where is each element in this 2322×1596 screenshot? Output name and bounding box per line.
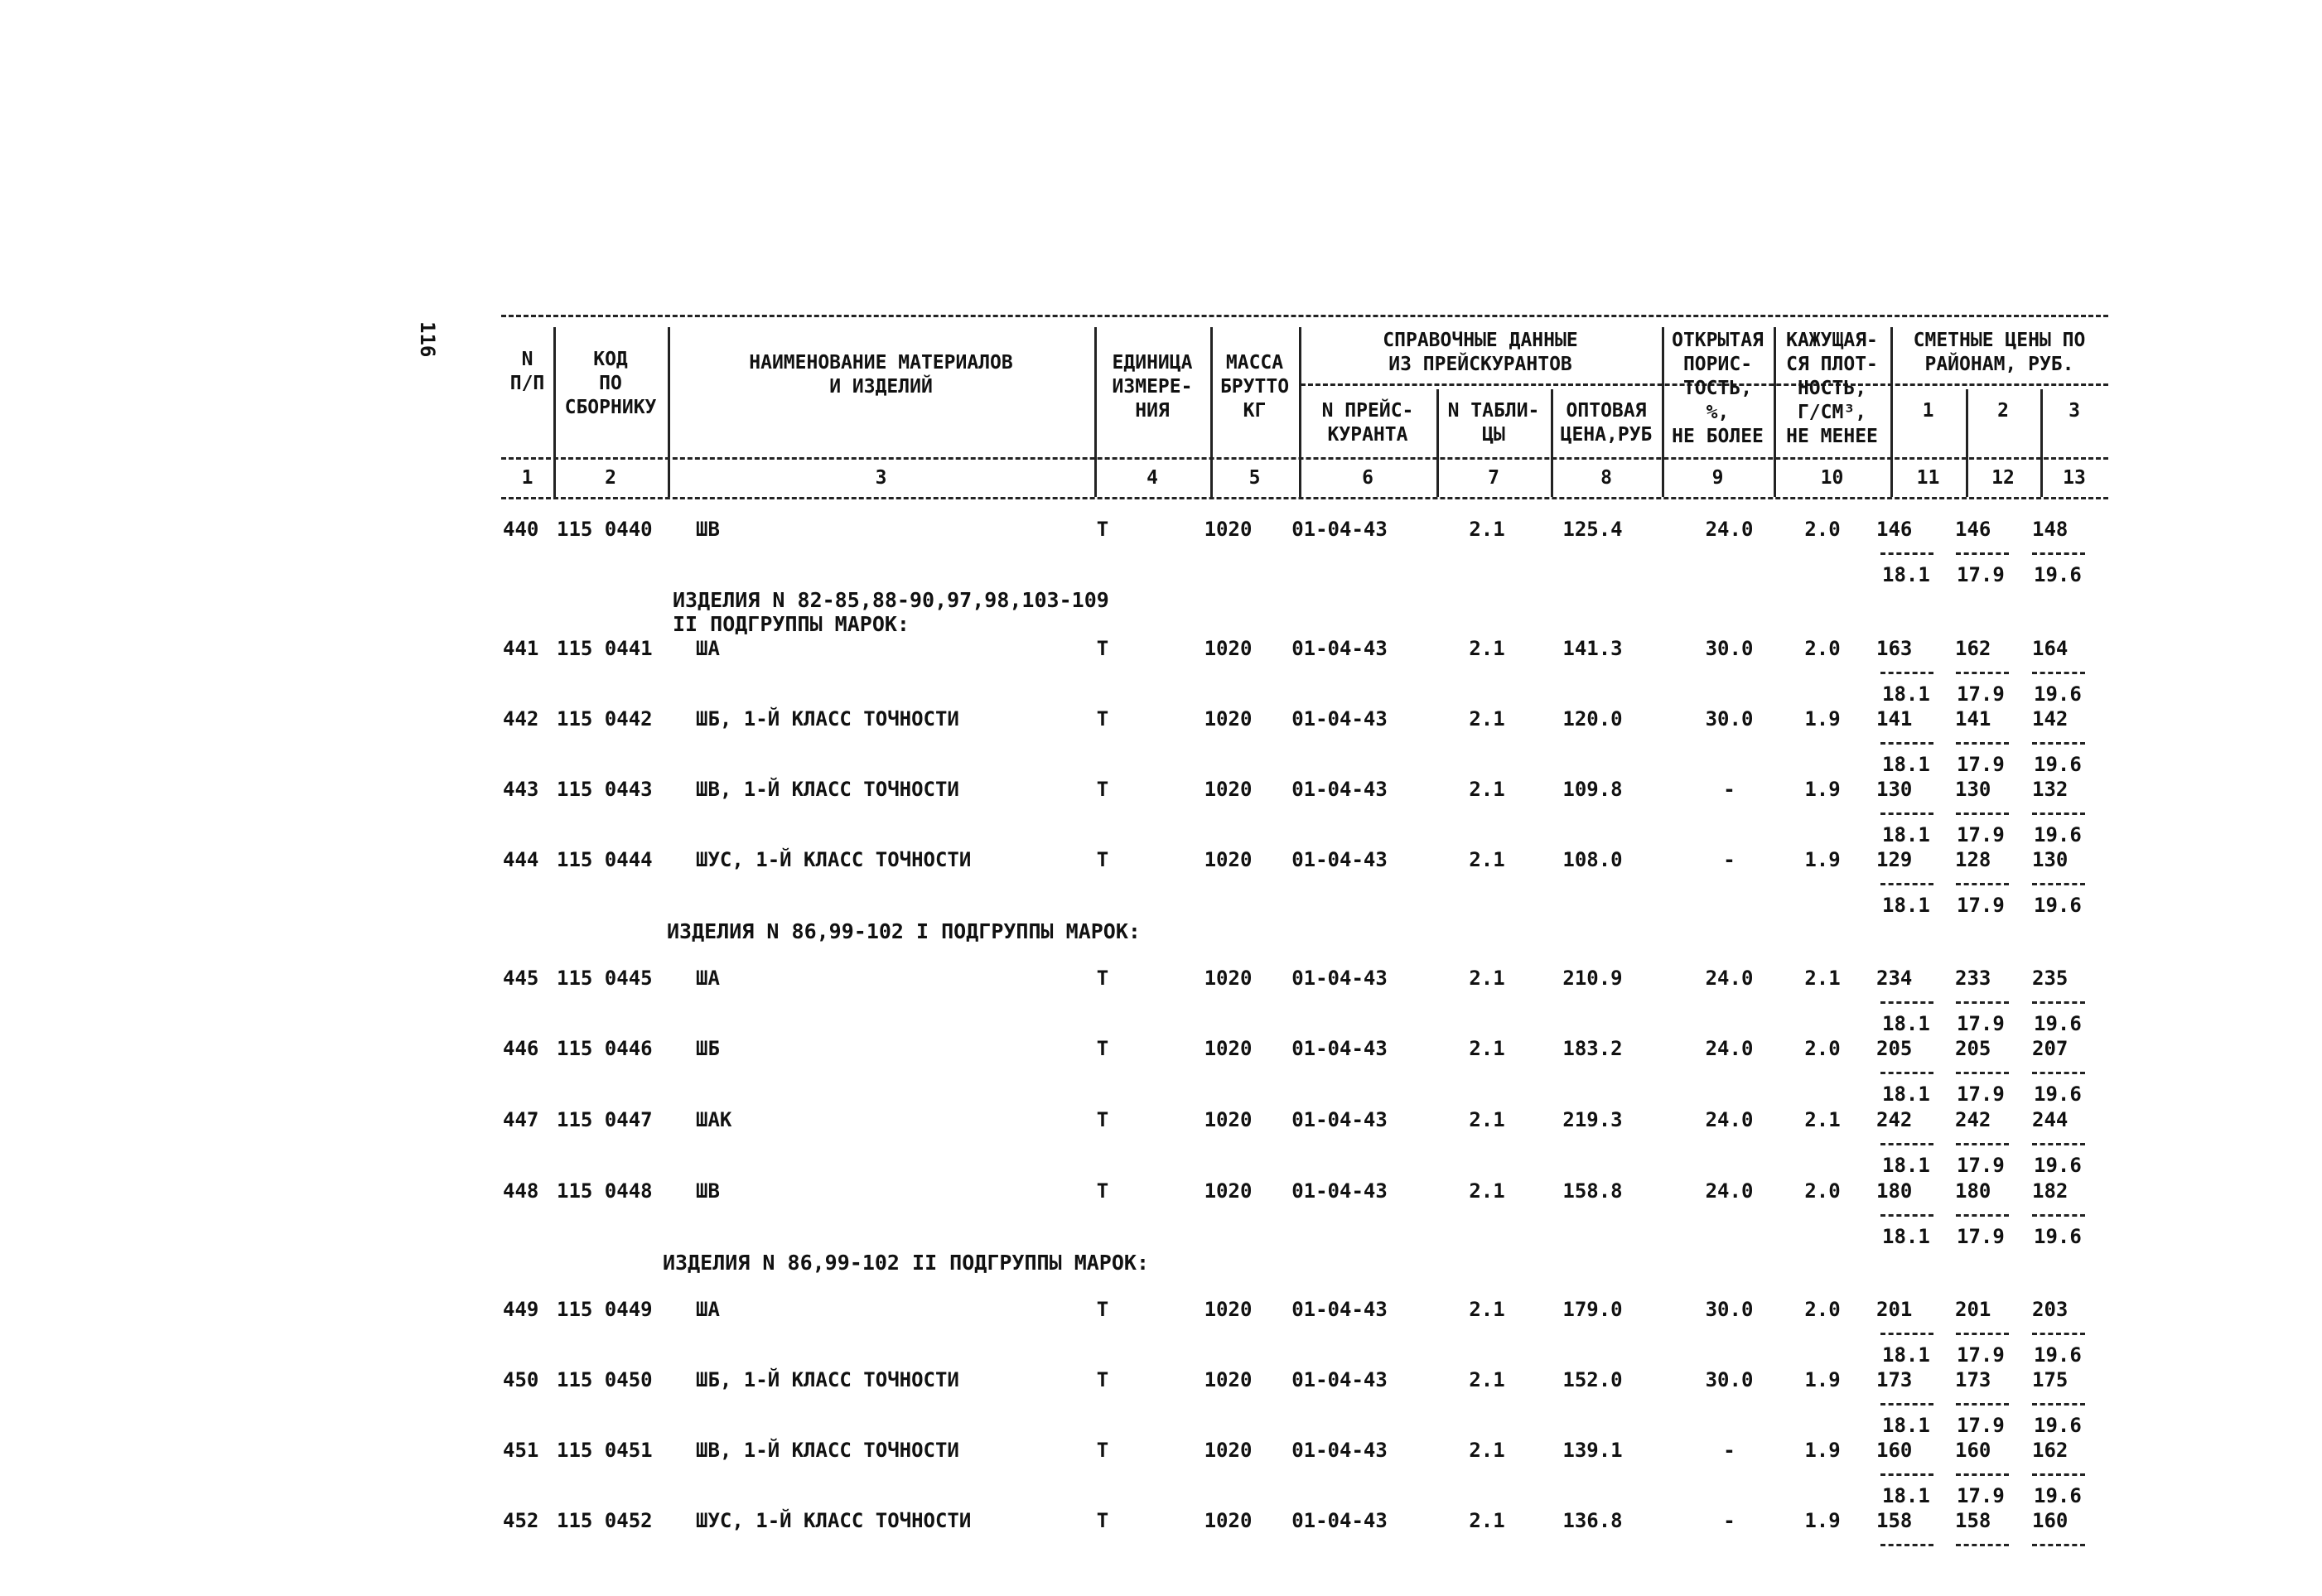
header-region-3: 3 — [2069, 400, 2080, 422]
row-price-list: 01-04-43 — [1291, 637, 1388, 660]
row-number: 451 — [503, 1439, 539, 1462]
row-price-r2: 141 — [1955, 707, 1991, 730]
header-density: КАЖУЩАЯ- СЯ ПЛОТ- НОСТЬ, Г/СМ³, НЕ МЕНЕЕ — [1786, 330, 1878, 447]
price-divider — [2032, 1143, 2085, 1145]
row-mass: 1020 — [1204, 637, 1253, 660]
row-name: ШБ — [696, 1037, 720, 1060]
row-name: ША — [696, 637, 720, 660]
row-code: 115 0452 — [557, 1509, 653, 1532]
column-number: 9 — [1711, 467, 1724, 489]
row-sub-r1: 18.1 — [1882, 753, 1930, 776]
column-number: 4 — [1147, 467, 1158, 489]
row-wholesale: 210.9 — [1562, 967, 1623, 990]
header-region-1: 1 — [1922, 400, 1934, 422]
row-name: ШВ, 1-Й КЛАСС ТОЧНОСТИ — [696, 1439, 959, 1462]
row-porosity: 24.0 — [1705, 1037, 1754, 1060]
row-price-r2: 146 — [1955, 518, 1991, 541]
row-price-list: 01-04-43 — [1291, 967, 1388, 990]
price-divider — [1956, 1403, 2009, 1406]
row-sub-r1: 18.1 — [1882, 563, 1930, 586]
price-divider — [1956, 812, 2009, 815]
row-sub-r3: 19.6 — [2034, 894, 2082, 917]
price-divider — [2032, 1544, 2085, 1546]
row-sub-r2: 17.9 — [1957, 823, 2005, 846]
row-sub-r2: 17.9 — [1957, 1154, 2005, 1177]
row-sub-r2: 17.9 — [1957, 894, 2005, 917]
header-ref-group: СПРАВОЧНЫЕ ДАННЫЕ ИЗ ПРЕЙСКУРАНТОВ — [1383, 330, 1578, 375]
row-name: ШАК — [696, 1108, 732, 1131]
row-code: 115 0443 — [557, 778, 653, 801]
row-price-r2: 233 — [1955, 967, 1991, 990]
row-mass: 1020 — [1204, 778, 1253, 801]
price-divider — [1956, 672, 2009, 674]
row-code: 115 0448 — [557, 1179, 653, 1203]
row-name: ШУС, 1-Й КЛАСС ТОЧНОСТИ — [696, 848, 972, 871]
row-price-r3: 182 — [2032, 1179, 2069, 1203]
row-unit: Т — [1096, 967, 1109, 990]
row-density: 2.1 — [1804, 967, 1841, 990]
row-name: ШВ, 1-Й КЛАСС ТОЧНОСТИ — [696, 778, 959, 801]
row-price-r3: 164 — [2032, 637, 2069, 660]
row-sub-r3: 19.6 — [2034, 1154, 2082, 1177]
price-divider — [2032, 742, 2085, 745]
row-density: 2.0 — [1804, 518, 1841, 541]
price-divider — [2032, 1333, 2085, 1335]
row-price-list: 01-04-43 — [1291, 707, 1388, 730]
column-number: 11 — [1916, 467, 1940, 489]
row-density: 2.0 — [1804, 1298, 1841, 1321]
row-sub-r3: 19.6 — [2034, 1225, 2082, 1248]
row-price-r2: 130 — [1955, 778, 1991, 801]
row-price-list: 01-04-43 — [1291, 1509, 1388, 1532]
row-price-r3: 142 — [2032, 707, 2069, 730]
price-divider — [1956, 1001, 2009, 1004]
row-density: 1.9 — [1804, 1509, 1841, 1532]
row-wholesale: 108.0 — [1562, 848, 1623, 871]
row-wholesale: 141.3 — [1562, 637, 1623, 660]
row-number: 445 — [503, 967, 539, 990]
price-divider — [1880, 1001, 1933, 1004]
row-table: 2.1 — [1469, 1368, 1505, 1391]
row-mass: 1020 — [1204, 848, 1253, 871]
row-mass: 1020 — [1204, 1298, 1253, 1321]
row-price-r2: 128 — [1955, 848, 1991, 871]
row-price-r3: 203 — [2032, 1298, 2069, 1321]
row-table: 2.1 — [1469, 848, 1505, 871]
row-sub-r1: 18.1 — [1882, 1154, 1930, 1177]
row-price-r2: 205 — [1955, 1037, 1991, 1060]
row-sub-r1: 18.1 — [1882, 1484, 1930, 1507]
row-sub-r3: 19.6 — [2034, 753, 2082, 776]
row-price-r1: 129 — [1876, 848, 1913, 871]
column-number: 2 — [605, 467, 616, 489]
row-porosity: - — [1723, 1509, 1735, 1532]
row-table: 2.1 — [1469, 707, 1505, 730]
price-divider — [1880, 1473, 1933, 1476]
row-sub-r2: 17.9 — [1957, 1225, 2005, 1248]
row-density: 1.9 — [1804, 848, 1841, 871]
row-code: 115 0447 — [557, 1108, 653, 1131]
row-name: ША — [696, 1298, 720, 1321]
row-price-r3: 244 — [2032, 1108, 2069, 1131]
row-number: 450 — [503, 1368, 539, 1391]
row-unit: Т — [1096, 778, 1109, 801]
row-sub-r3: 19.6 — [2034, 1414, 2082, 1437]
row-unit: Т — [1096, 1298, 1109, 1321]
row-price-r3: 175 — [2032, 1368, 2069, 1391]
row-code: 115 0442 — [557, 707, 653, 730]
row-wholesale: 136.8 — [1562, 1509, 1623, 1532]
row-density: 1.9 — [1804, 1439, 1841, 1462]
price-divider — [1880, 1403, 1933, 1406]
header-wholesale: ОПТОВАЯ ЦЕНА,РУБ — [1560, 400, 1653, 446]
row-sub-r2: 17.9 — [1957, 1414, 2005, 1437]
row-price-list: 01-04-43 — [1291, 1368, 1388, 1391]
row-name: ШБ, 1-Й КЛАСС ТОЧНОСТИ — [696, 1368, 959, 1391]
row-wholesale: 109.8 — [1562, 778, 1623, 801]
row-number: 447 — [503, 1108, 539, 1131]
row-unit: Т — [1096, 848, 1109, 871]
row-code: 115 0440 — [557, 518, 653, 541]
group-heading: ИЗДЕЛИЯ N 82-85,88-90,97,98,103-109 II ПОДГРУППЫ МАРОК: — [673, 588, 1109, 636]
row-table: 2.1 — [1469, 518, 1505, 541]
column-number: 8 — [1600, 467, 1612, 489]
row-sub-r3: 19.6 — [2034, 682, 2082, 706]
row-unit: Т — [1096, 707, 1109, 730]
row-price-r3: 207 — [2032, 1037, 2069, 1060]
row-density: 1.9 — [1804, 1368, 1841, 1391]
price-divider — [2032, 672, 2085, 674]
row-code: 115 0444 — [557, 848, 653, 871]
table-top-border — [501, 315, 2108, 317]
price-divider — [2032, 812, 2085, 815]
price-divider — [1956, 1333, 2009, 1335]
row-mass: 1020 — [1204, 967, 1253, 990]
column-number: 7 — [1488, 467, 1499, 489]
row-table: 2.1 — [1469, 1509, 1505, 1532]
price-divider — [1956, 552, 2009, 555]
row-wholesale: 120.0 — [1562, 707, 1623, 730]
row-number: 448 — [503, 1179, 539, 1203]
row-price-r2: 162 — [1955, 637, 1991, 660]
row-sub-r3: 19.6 — [2034, 1484, 2082, 1507]
row-price-r2: 180 — [1955, 1179, 1991, 1203]
page-number: 116 — [416, 321, 439, 358]
row-wholesale: 183.2 — [1562, 1037, 1623, 1060]
row-table: 2.1 — [1469, 967, 1505, 990]
row-unit: Т — [1096, 637, 1109, 660]
row-unit: Т — [1096, 1037, 1109, 1060]
price-divider — [1880, 552, 1933, 555]
row-price-list: 01-04-43 — [1291, 1037, 1388, 1060]
row-name: ШБ, 1-Й КЛАСС ТОЧНОСТИ — [696, 707, 959, 730]
row-sub-r2: 17.9 — [1957, 563, 2005, 586]
row-price-list: 01-04-43 — [1291, 518, 1388, 541]
header-rule-nums — [501, 497, 2108, 499]
row-price-r1: 160 — [1876, 1439, 1913, 1462]
price-divider — [2032, 1214, 2085, 1217]
row-price-r1: 163 — [1876, 637, 1913, 660]
row-sub-r2: 17.9 — [1957, 682, 2005, 706]
row-price-list: 01-04-43 — [1291, 1439, 1388, 1462]
column-number: 13 — [2063, 467, 2086, 489]
header-price-group: СМЕТНЫЕ ЦЕНЫ ПО РАЙОНАМ, РУБ. — [1913, 330, 2086, 375]
row-number: 440 — [503, 518, 539, 541]
row-wholesale: 158.8 — [1562, 1179, 1623, 1203]
header-rule-cols — [501, 457, 2108, 460]
row-price-r1: 180 — [1876, 1179, 1913, 1203]
row-porosity: 24.0 — [1705, 1108, 1754, 1131]
row-porosity: - — [1723, 1439, 1735, 1462]
row-number: 442 — [503, 707, 539, 730]
row-sub-r1: 18.1 — [1882, 1414, 1930, 1437]
header-code: КОД ПО СБОРНИКУ — [564, 349, 657, 418]
row-name: ШВ — [696, 1179, 720, 1203]
row-mass: 1020 — [1204, 518, 1253, 541]
row-sub-r2: 17.9 — [1957, 1082, 2005, 1106]
row-unit: Т — [1096, 1439, 1109, 1462]
price-divider — [1956, 883, 2009, 885]
row-density: 2.0 — [1804, 1037, 1841, 1060]
row-sub-r3: 19.6 — [2034, 1012, 2082, 1035]
row-number: 441 — [503, 637, 539, 660]
row-sub-r2: 17.9 — [1957, 1343, 2005, 1367]
column-number: 12 — [1991, 467, 2015, 489]
column-number: 1 — [521, 467, 533, 489]
column-number: 3 — [875, 467, 887, 489]
row-price-r1: 242 — [1876, 1108, 1913, 1131]
row-sub-r3: 19.6 — [2034, 1082, 2082, 1106]
row-price-r3: 160 — [2032, 1509, 2069, 1532]
row-sub-r1: 18.1 — [1882, 1082, 1930, 1106]
row-price-r2: 242 — [1955, 1108, 1991, 1131]
row-density: 1.9 — [1804, 778, 1841, 801]
row-sub-r3: 19.6 — [2034, 1343, 2082, 1367]
row-wholesale: 125.4 — [1562, 518, 1623, 541]
row-unit: Т — [1096, 1509, 1109, 1532]
row-mass: 1020 — [1204, 1368, 1253, 1391]
row-price-r2: 160 — [1955, 1439, 1991, 1462]
row-unit: Т — [1096, 1108, 1109, 1131]
column-number: 6 — [1362, 467, 1373, 489]
price-divider — [1880, 812, 1933, 815]
price-divider — [1880, 1143, 1933, 1145]
row-code: 115 0445 — [557, 967, 653, 990]
row-wholesale: 179.0 — [1562, 1298, 1623, 1321]
row-sub-r1: 18.1 — [1882, 1012, 1930, 1035]
row-price-list: 01-04-43 — [1291, 778, 1388, 801]
row-price-r1: 158 — [1876, 1509, 1913, 1532]
row-porosity: 24.0 — [1705, 967, 1754, 990]
row-sub-r1: 18.1 — [1882, 823, 1930, 846]
price-divider — [1956, 742, 2009, 745]
group-heading: ИЗДЕЛИЯ N 86,99-102 I ПОДГРУППЫ МАРОК: — [667, 919, 1141, 943]
row-density: 2.1 — [1804, 1108, 1841, 1131]
row-price-r2: 158 — [1955, 1509, 1991, 1532]
header-region-2: 2 — [1997, 400, 2009, 422]
price-divider — [1880, 1072, 1933, 1074]
row-sub-r1: 18.1 — [1882, 894, 1930, 917]
row-number: 449 — [503, 1298, 539, 1321]
row-porosity: - — [1723, 778, 1735, 801]
row-porosity: 24.0 — [1705, 518, 1754, 541]
price-divider — [1880, 883, 1933, 885]
row-price-list: 01-04-43 — [1291, 1108, 1388, 1131]
header-n: N П/П — [509, 349, 545, 394]
row-price-r1: 234 — [1876, 967, 1913, 990]
row-price-r2: 201 — [1955, 1298, 1991, 1321]
row-density: 2.0 — [1804, 1179, 1841, 1203]
row-porosity: 24.0 — [1705, 1179, 1754, 1203]
price-divider — [1956, 1143, 2009, 1145]
row-density: 2.0 — [1804, 637, 1841, 660]
row-sub-r2: 17.9 — [1957, 1484, 2005, 1507]
row-name: ШВ — [696, 518, 720, 541]
row-code: 115 0446 — [557, 1037, 653, 1060]
header-unit: ЕДИНИЦА ИЗМЕРЕ- НИЯ — [1112, 352, 1193, 422]
row-code: 115 0449 — [557, 1298, 653, 1321]
row-price-r3: 130 — [2032, 848, 2069, 871]
row-price-r1: 130 — [1876, 778, 1913, 801]
row-porosity: 30.0 — [1705, 707, 1754, 730]
row-unit: Т — [1096, 1368, 1109, 1391]
row-price-r3: 235 — [2032, 967, 2069, 990]
header-porosity: ОТКРЫТАЯ ПОРИС- ТОСТЬ, %, НЕ БОЛЕЕ — [1672, 330, 1764, 447]
price-divider — [1880, 1214, 1933, 1217]
row-mass: 1020 — [1204, 1439, 1253, 1462]
row-sub-r3: 19.6 — [2034, 823, 2082, 846]
price-divider — [2032, 1403, 2085, 1406]
row-price-list: 01-04-43 — [1291, 1179, 1388, 1203]
row-code: 115 0441 — [557, 637, 653, 660]
row-porosity: 30.0 — [1705, 1298, 1754, 1321]
row-porosity: 30.0 — [1705, 1368, 1754, 1391]
row-sub-r1: 18.1 — [1882, 1225, 1930, 1248]
column-number: 10 — [1820, 467, 1844, 489]
header-table: N ТАБЛИ- ЦЫ — [1447, 400, 1540, 446]
row-price-list: 01-04-43 — [1291, 1298, 1388, 1321]
header-mass: МАССА БРУТТО КГ — [1219, 352, 1290, 422]
price-divider — [2032, 552, 2085, 555]
price-divider — [1880, 742, 1933, 745]
price-divider — [1880, 1333, 1933, 1335]
row-sub-r2: 17.9 — [1957, 753, 2005, 776]
row-price-r2: 173 — [1955, 1368, 1991, 1391]
row-code: 115 0450 — [557, 1368, 653, 1391]
row-price-r1: 173 — [1876, 1368, 1913, 1391]
row-price-r3: 148 — [2032, 518, 2069, 541]
row-table: 2.1 — [1469, 1179, 1505, 1203]
row-wholesale: 219.3 — [1562, 1108, 1623, 1131]
row-price-r3: 162 — [2032, 1439, 2069, 1462]
column-number: 5 — [1248, 467, 1261, 489]
row-number: 446 — [503, 1037, 539, 1060]
row-porosity: - — [1723, 848, 1735, 871]
price-divider — [1956, 1544, 2009, 1546]
row-name: ША — [696, 967, 720, 990]
group-heading: ИЗДЕЛИЯ N 86,99-102 II ПОДГРУППЫ МАРОК: — [663, 1251, 1149, 1275]
price-divider — [2032, 1072, 2085, 1074]
price-divider — [1956, 1072, 2009, 1074]
row-price-r1: 201 — [1876, 1298, 1913, 1321]
row-code: 115 0451 — [557, 1439, 653, 1462]
row-mass: 1020 — [1204, 1108, 1253, 1131]
row-wholesale: 152.0 — [1562, 1368, 1623, 1391]
row-sub-r2: 17.9 — [1957, 1012, 2005, 1035]
row-table: 2.1 — [1469, 1108, 1505, 1131]
row-price-r1: 141 — [1876, 707, 1913, 730]
row-name: ШУС, 1-Й КЛАСС ТОЧНОСТИ — [696, 1509, 972, 1532]
row-sub-r1: 18.1 — [1882, 1343, 1930, 1367]
row-price-r1: 146 — [1876, 518, 1913, 541]
row-price-r1: 205 — [1876, 1037, 1913, 1060]
row-sub-r3: 19.6 — [2034, 563, 2082, 586]
row-price-list: 01-04-43 — [1291, 848, 1388, 871]
row-table: 2.1 — [1469, 778, 1505, 801]
price-divider — [1880, 1544, 1933, 1546]
row-price-r3: 132 — [2032, 778, 2069, 801]
row-unit: Т — [1096, 1179, 1109, 1203]
row-wholesale: 139.1 — [1562, 1439, 1623, 1462]
row-table: 2.1 — [1469, 1037, 1505, 1060]
row-number: 444 — [503, 848, 539, 871]
price-divider — [2032, 883, 2085, 885]
row-mass: 1020 — [1204, 1509, 1253, 1532]
price-divider — [1956, 1473, 2009, 1476]
row-porosity: 30.0 — [1705, 637, 1754, 660]
price-divider — [1956, 1214, 2009, 1217]
price-divider — [1880, 672, 1933, 674]
row-number: 443 — [503, 778, 539, 801]
header-price-list: N ПРЕЙС- КУРАНТА — [1321, 400, 1414, 446]
row-mass: 1020 — [1204, 1037, 1253, 1060]
row-mass: 1020 — [1204, 1179, 1253, 1203]
row-mass: 1020 — [1204, 707, 1253, 730]
price-divider — [2032, 1001, 2085, 1004]
row-table: 2.1 — [1469, 1298, 1505, 1321]
row-unit: Т — [1096, 518, 1109, 541]
row-density: 1.9 — [1804, 707, 1841, 730]
price-divider — [2032, 1473, 2085, 1476]
header-name: НАИМЕНОВАНИЕ МАТЕРИАЛОВ И ИЗДЕЛИЙ — [749, 352, 1013, 398]
row-number: 452 — [503, 1509, 539, 1532]
row-table: 2.1 — [1469, 1439, 1505, 1462]
row-table: 2.1 — [1469, 637, 1505, 660]
row-sub-r1: 18.1 — [1882, 682, 1930, 706]
